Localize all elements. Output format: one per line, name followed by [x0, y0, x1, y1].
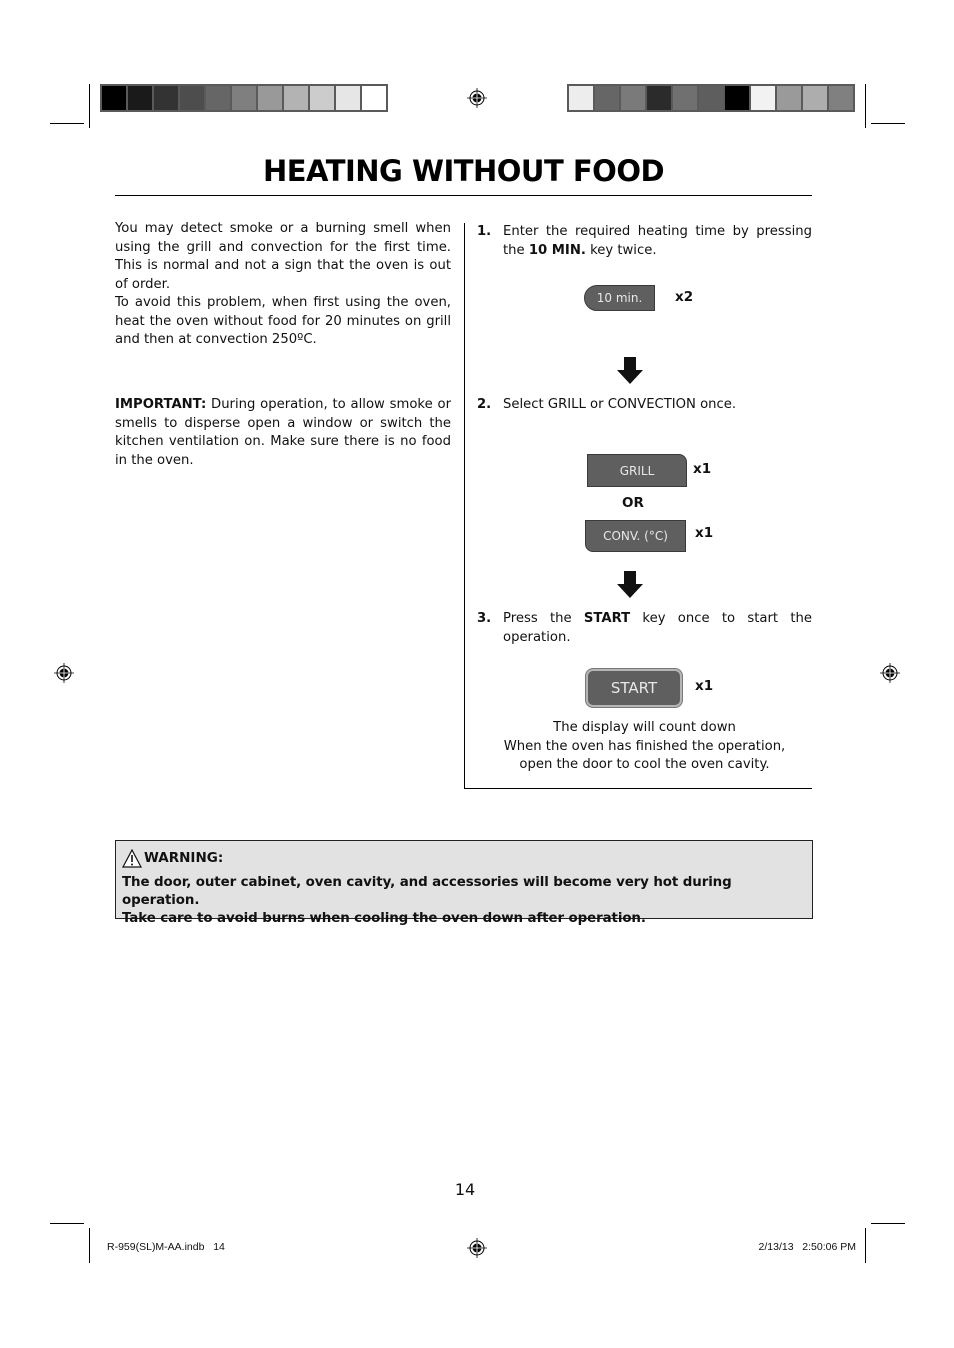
step-text: Press the START key once to start the operation.	[503, 611, 812, 645]
color-swatch	[128, 86, 152, 110]
press-count: x1	[695, 525, 714, 541]
print-timestamp: 2/13/13 2:50:06 PM	[758, 1241, 856, 1253]
important-label: IMPORTANT:	[115, 397, 207, 412]
color-swatch	[336, 86, 360, 110]
warning-text: The door, outer cabinet, oven cavity, and accessories will become very hot during operation. Take care to avoid burns when cooling the oven down after operation.	[122, 875, 732, 926]
registration-target-icon	[467, 1238, 487, 1258]
intro-paragraph-1: You may detect smoke or a burning smell when using the grill and convection for the first time. This is normal and not a sign that the oven is out of order.	[115, 221, 451, 292]
color-swatch	[699, 86, 723, 110]
page-title: HEATING WITHOUT FOOD	[262, 154, 665, 188]
step-1	[477, 223, 812, 260]
color-swatch	[595, 86, 619, 110]
step-text: Select GRILL or CONVECTION once.	[503, 397, 737, 412]
convection-key: CONV. (°C)	[585, 520, 686, 552]
countdown-note: The display will count down When the oven has finished the operation, open the door to cool the oven cavity.	[503, 720, 786, 773]
press-count: x1	[693, 461, 712, 477]
color-swatch	[777, 86, 801, 110]
warning-triangle-icon	[122, 849, 142, 868]
color-swatch	[725, 86, 749, 110]
step-number: 3.	[477, 611, 492, 626]
ten-min-key: 10 min.	[584, 285, 655, 311]
grill-key: GRILL	[587, 454, 687, 487]
color-swatch	[102, 86, 126, 110]
warning-box	[115, 840, 813, 926]
crop-mark	[50, 1223, 84, 1224]
press-count: x2	[675, 289, 694, 305]
crop-mark	[871, 1223, 905, 1224]
color-swatch	[180, 86, 204, 110]
color-swatch	[829, 86, 853, 110]
color-swatch	[569, 86, 593, 110]
color-swatch	[284, 86, 308, 110]
registration-target-icon	[467, 88, 487, 108]
color-swatch	[232, 86, 256, 110]
press-count: x1	[695, 678, 714, 694]
crop-mark	[50, 123, 84, 124]
arrow-down-icon	[616, 357, 644, 385]
color-swatch	[647, 86, 671, 110]
step-number: 1.	[477, 224, 492, 239]
intro-paragraph-2: To avoid this problem, when first using the oven, heat the oven without food for 20 minutes on grill and then at convection 250ºC.	[115, 295, 451, 348]
important-note	[115, 396, 451, 470]
color-swatch	[751, 86, 775, 110]
title-underline	[115, 195, 812, 196]
start-key: START	[586, 669, 682, 707]
color-swatch	[310, 86, 334, 110]
file-info: R-959(SL)M-AA.indb 14	[107, 1241, 225, 1253]
color-swatch	[154, 86, 178, 110]
registration-target-icon	[54, 663, 74, 683]
color-swatch	[803, 86, 827, 110]
color-swatch	[362, 86, 386, 110]
warning-heading: WARNING:	[122, 848, 806, 868]
color-swatch	[258, 86, 282, 110]
page-number: 14	[454, 1180, 476, 1199]
step-2	[477, 396, 812, 415]
crop-mark	[871, 123, 905, 124]
registration-target-icon	[880, 663, 900, 683]
crop-mark	[89, 1228, 90, 1263]
crop-mark	[89, 84, 90, 128]
steps-bottom-rule	[464, 788, 812, 789]
color-swatch	[673, 86, 697, 110]
grayscale-colorbar-left	[100, 84, 388, 112]
step-3	[477, 610, 812, 647]
or-label: OR	[622, 495, 644, 511]
grayscale-colorbar-right	[567, 84, 855, 112]
important-text: During operation, to allow smoke or smells to disperse open a window or switch the kitchen ventilation on. Make sure there is no food in the oven.	[115, 397, 451, 468]
color-swatch	[206, 86, 230, 110]
crop-mark	[865, 1228, 866, 1263]
arrow-down-icon	[616, 571, 644, 599]
color-swatch	[621, 86, 645, 110]
step-number: 2.	[477, 397, 492, 412]
step-text: Enter the required heating time by pressing the 10 MIN. key twice.	[503, 224, 812, 258]
column-divider	[464, 223, 465, 789]
crop-mark	[865, 84, 866, 128]
